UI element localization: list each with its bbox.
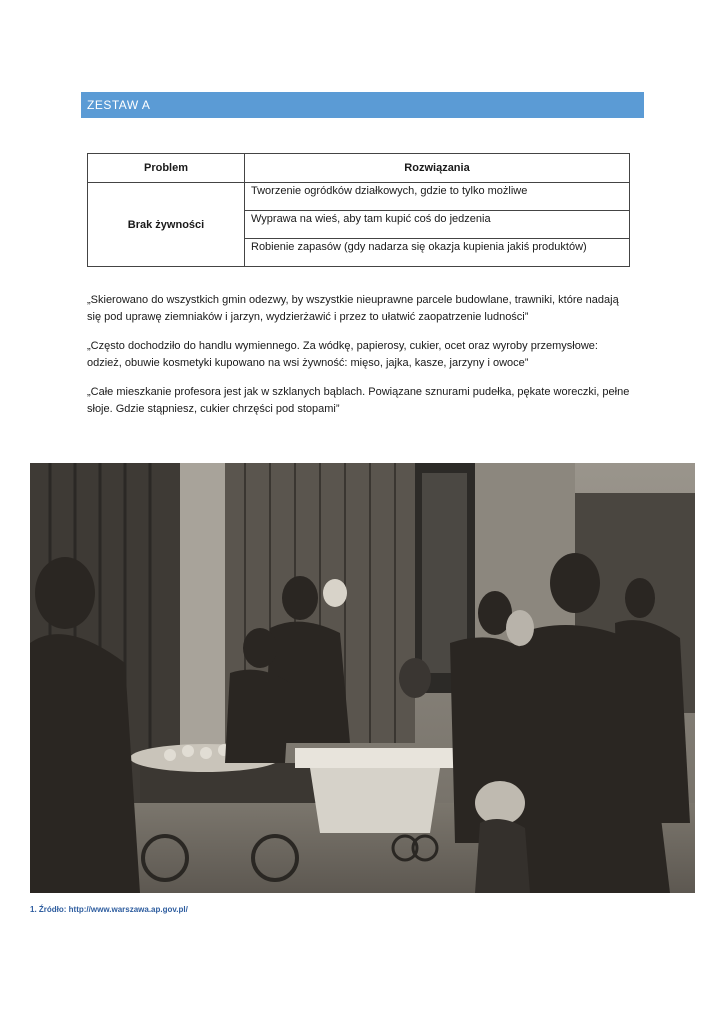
- photo-street-market-icon: [30, 463, 695, 893]
- solution-cell: Wyprawa na wieś, aby tam kupić coś do jedzenia: [245, 211, 630, 239]
- table-row: [88, 183, 630, 211]
- column-header-solutions: Rozwiązania: [245, 154, 630, 183]
- historical-photo: [30, 463, 695, 893]
- section-title-banner: [81, 92, 644, 118]
- section-title: ZESTAW A: [87, 98, 151, 112]
- problem-cell: Brak żywności: [88, 183, 245, 267]
- solution-cell: Tworzenie ogródków działkowych, gdzie to tylko możliwe: [245, 183, 630, 211]
- quote-paragraph: „Całe mieszkanie profesora jest jak w szklanych bąblach. Powiązane sznurami pudełka, pękate woreczki, pełne słoje. Gdzie stąpniesz, cukier chrzęści pod stopami”: [87, 386, 630, 415]
- problem-solutions-table: [87, 153, 630, 267]
- solution-cell: Robienie zapasów (gdy nadarza się okazja kupienia jakiś produktów): [245, 239, 630, 267]
- quotes-section: [87, 292, 635, 430]
- table-header-row: [88, 154, 630, 183]
- quote-paragraph: „Skierowano do wszystkich gmin odezwy, by wszystkie nieuprawne parcele budowlane, trawniki, które nadają się pod uprawę ziemniaków i jarzyn, wydzierżawić i przez to ułatwić zaopatrzenie ludności”: [87, 294, 619, 323]
- photo-source-caption: 1. Źródło: http://www.warszawa.ap.gov.pl/: [30, 905, 188, 914]
- column-header-problem: Problem: [88, 154, 245, 183]
- quote-paragraph: „Często dochodziło do handlu wymiennego. Za wódkę, papierosy, cukier, ocet oraz wyroby przemysłowe: odzież, obuwie kosmetyki kupowano na wsi żywność: mięso, jajka, kasze, jarzyny i owoce”: [87, 340, 598, 369]
